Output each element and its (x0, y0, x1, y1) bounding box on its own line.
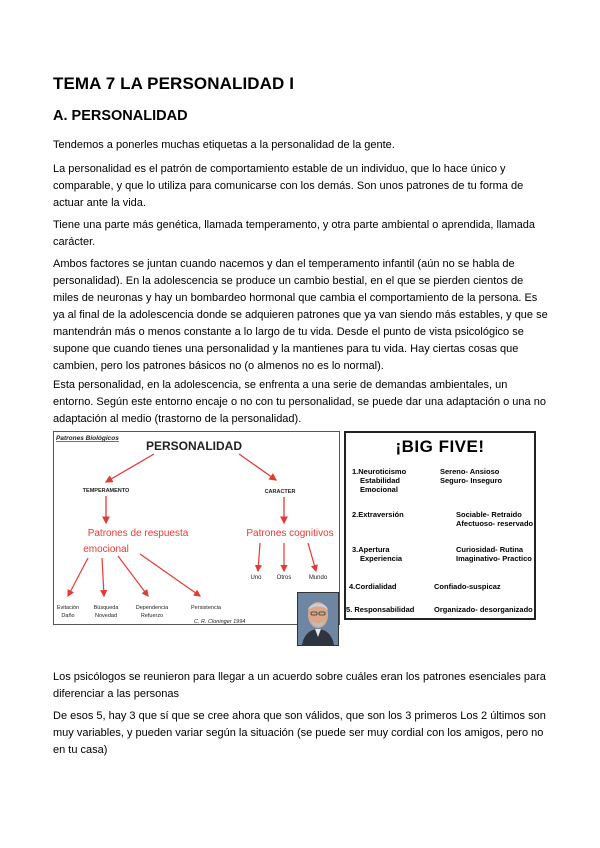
poles-2-b: Afectuoso- reservado (456, 519, 534, 528)
leaf-uno: Uno (250, 575, 262, 581)
paragraph-4: Ambos factores se juntan cuando nacemos y dan el temperamento infantil (aún no se habla de personalidad). En la adolescencia se produce un cambio bestial, en el que se pierden cientos de miles de neuronas y hay un bombardeo hormonal que cambia el comportamiento de la persona. Es ya al final de la adolescencia donde se adquieren patrones que ya van siendo más estables, y que se mantendrán más o menos constante a lo largo de tu vida. Desde el punto de vista psicológico se supone que cuando tienes una personalidad y la mantienes para tu vida. Hay ciertas cosas que cambien, pero los patrones básicos no (o almenos no es lo normal). (53, 258, 548, 372)
factor-2-line-1: 2.Extraversión (352, 510, 404, 519)
paragraph-3: Tiene una parte más genética, llamada temperamento, y otra parte ambiental o aprendida, llamada carácter. (53, 219, 536, 248)
section-heading: A. PERSONALIDAD (53, 108, 188, 124)
paragraph-1: Tendemos a ponerles muchas etiquetas a la personalidad de la gente. (53, 139, 395, 151)
factor-1-line-3: Emocional (360, 485, 398, 494)
poles-2 (456, 510, 533, 528)
leaf-persistencia: Persistencia (191, 605, 221, 611)
credit-label: C. R. Cloninger 1994 (194, 619, 246, 624)
caracter-node: CARACTER (264, 489, 296, 495)
factor-5-line-1: 5. Responsabilidad (346, 605, 415, 614)
factor-4 (349, 582, 397, 591)
poles-3 (456, 545, 532, 563)
paragraph-6: Los psicólogos se reunieron para llegar a un acuerdo sobre cuáles eran los patrones esenciales para diferenciar a las personas (53, 671, 546, 700)
left-sub-line1: Patrones de respuesta (87, 528, 189, 539)
arrow-mundo (308, 543, 316, 571)
poles-2-a: Sociable- Retraido (456, 510, 522, 519)
poles-3-b: Imaginativo- Practico (456, 554, 532, 563)
factor-3-line-2: Experiencia (360, 554, 403, 563)
factor-5 (346, 605, 414, 614)
left-sub-line2: emocional (83, 544, 129, 555)
arrow-leaf-2 (102, 558, 104, 596)
poles-4 (434, 582, 501, 591)
factor-3 (352, 545, 402, 563)
right-sub: Patrones cognitivos (246, 528, 334, 539)
big-five-figure (344, 431, 536, 620)
arrow-root-right (239, 454, 276, 480)
cloninger-diagram (53, 431, 340, 625)
arrow-root-left (106, 454, 154, 482)
poles-3-a: Curiosidad- Rutina (456, 545, 524, 554)
arrow-leaf-4 (140, 554, 200, 596)
poles-5-a: Organizado- desorganizado (434, 605, 533, 614)
leaf-evitacion: Evitación (56, 605, 80, 611)
factor-1 (352, 467, 406, 494)
leaf-refuerzo: Refuerzo (140, 613, 164, 619)
cloninger-photo (297, 592, 339, 646)
factor-1-line-1: 1.Neuroticismo (352, 467, 407, 476)
root-node: PERSONALIDAD (145, 439, 243, 453)
paragraph-5: Esta personalidad, en la adolescencia, se enfrenta a una serie de demandas ambientales, un entorno. Según este entorno encaje o no con tu personalidad, se puede dar una adaptación o una no adaptación al medio (trastorno de la personalidad). (53, 379, 546, 425)
big-five-title: ¡BIG FIVE! (395, 437, 485, 456)
factor-2 (352, 510, 404, 519)
leaf-dano: Daño (61, 613, 75, 619)
leaf-otros: Otros (276, 575, 292, 581)
corner-label: Patrones Biológicos (56, 435, 119, 442)
leaf-novedad: Novedad (94, 613, 118, 619)
arrow-uno (258, 543, 260, 571)
temperamento-node: TEMPERAMENTO (82, 488, 130, 494)
page-title: TEMA 7 LA PERSONALIDAD I (53, 74, 295, 93)
arrow-leaf-3 (118, 556, 148, 596)
factor-1-line-2: Estabilidad (360, 476, 401, 485)
poles-1-b: Seguro- Inseguro (440, 476, 503, 485)
leaf-dependencia: Dependencia (135, 605, 169, 611)
poles-1-a: Sereno- Ansioso (440, 467, 500, 476)
paragraph-2: La personalidad es el patrón de comportamiento estable de un individuo, que lo hace único y comparable, y que lo utiliza para comunicarse con los demás. Son unos patrones de tu forma de actuar ante la vida. (53, 163, 524, 209)
poles-4-a: Confiado-suspicaz (434, 582, 501, 591)
arrow-leaf-1 (68, 558, 88, 596)
poles-5 (434, 605, 533, 614)
factor-3-line-1: 3.Apertura (352, 545, 390, 554)
paragraph-7: De esos 5, hay 3 que sí que se cree ahora que son válidos, que son los 3 primeros Los 2 últimos son muy variables, y pueden variar según la situación (se puede ser muy cordial con los amigos, pero no en tu casa) (53, 710, 546, 756)
leaf-mundo: Mundo (308, 575, 328, 581)
factor-4-line-1: 4.Cordialidad (349, 582, 397, 591)
poles-1 (440, 467, 502, 485)
leaf-busqueda: Búsqueda (93, 605, 119, 611)
